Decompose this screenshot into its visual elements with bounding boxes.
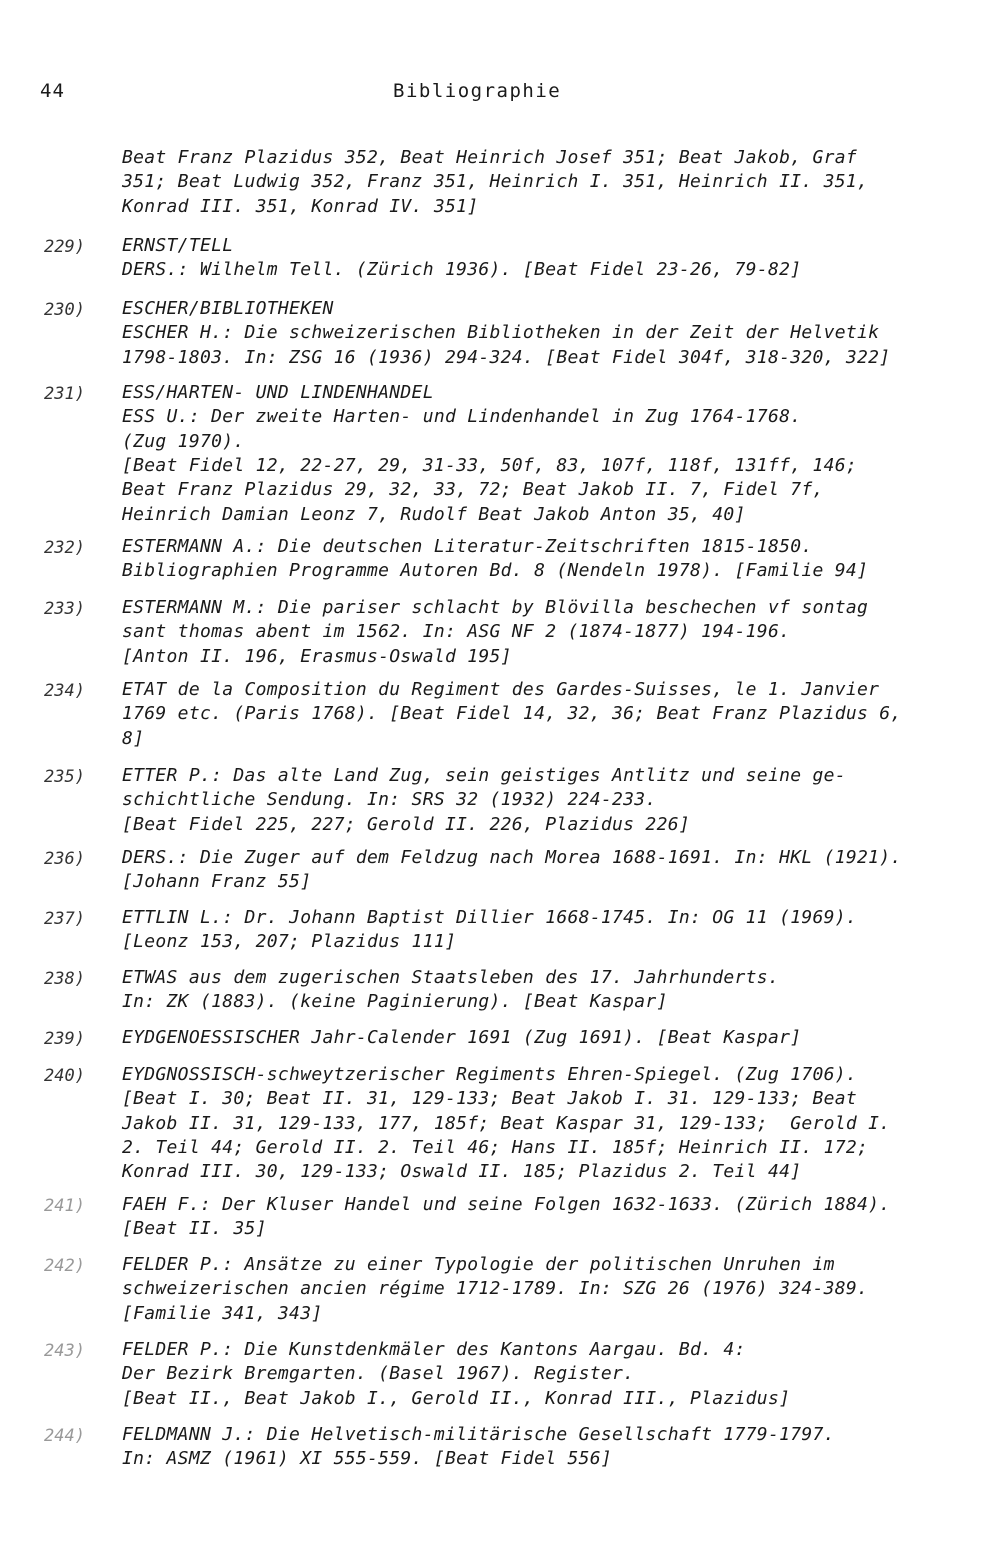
entry-line: [Familie 341, 343] bbox=[122, 1302, 323, 1324]
entry-line: schweizerischen ancien régime 1712-1789. In: SZG 26 (1976) 324-389. bbox=[122, 1278, 869, 1300]
entry-line: [Anton II. 196, Erasmus-Oswald 195] bbox=[122, 645, 512, 667]
entry-line: FAEH F.: Der Kluser Handel und seine Folgen 1632-1633. (Zürich 1884). bbox=[122, 1194, 891, 1215]
entry-number: 243) bbox=[44, 1341, 85, 1361]
entry-line: ESS/HARTEN- UND LINDENHANDEL bbox=[122, 382, 434, 403]
entry-line: ESCHER H.: Die schweizerischen Bibliotheken in der Zeit der Helvetik bbox=[122, 322, 880, 344]
entry-line: [Johann Franz 55] bbox=[122, 871, 312, 893]
entry-line: Bibliographien Programme Autoren Bd. 8 (Nendeln 1978). [Familie 94] bbox=[122, 560, 869, 582]
entry-number: 242) bbox=[44, 1256, 85, 1276]
entry-line: DERS.: Die Zuger auf dem Feldzug nach Morea 1688-1691. In: HKL (1921). bbox=[122, 847, 902, 868]
entry-line: ESCHER/BIBLIOTHEKEN bbox=[122, 298, 334, 319]
entry-number: 240) bbox=[44, 1066, 85, 1086]
entry-line: [Beat II., Beat Jakob I., Gerold II., Konrad III., Plazidus] bbox=[122, 1387, 791, 1409]
entry-line: (Zug 1970). bbox=[122, 430, 245, 452]
entry-number: 235) bbox=[44, 767, 85, 787]
entry-number: 244) bbox=[44, 1426, 85, 1446]
entry-line: 351; Beat Ludwig 352, Franz 351, Heinrich I. 351, Heinrich II. 351, bbox=[122, 171, 869, 193]
entry-number: 236) bbox=[44, 849, 85, 869]
entry-number: 234) bbox=[44, 681, 85, 701]
entry-line: 1769 etc. (Paris 1768). [Beat Fidel 14, 32, 36; Beat Franz Plazidus 6, bbox=[122, 703, 902, 725]
entry-line: schichtliche Sendung. In: SRS 32 (1932) 224-233. bbox=[122, 789, 657, 811]
entry-line: FELDER P.: Ansätze zu einer Typologie der politischen Unruhen im bbox=[122, 1254, 835, 1275]
entry-line: Jakob II. 31, 129-133, 177, 185f; Beat Kaspar 31, 129-133; Gerold I. bbox=[122, 1112, 891, 1134]
entry-line: DERS.: Wilhelm Tell. (Zürich 1936). [Beat Fidel 23-26, 79-82] bbox=[122, 259, 802, 281]
entry-line: Konrad III. 30, 129-133; Oswald II. 185; Plazidus 2. Teil 44] bbox=[122, 1161, 802, 1183]
entry-line: FELDMANN J.: Die Helvetisch-militärische Gesellschaft 1779-1797. bbox=[122, 1424, 835, 1445]
entry-number: 238) bbox=[44, 969, 85, 989]
entry-number: 229) bbox=[44, 237, 85, 257]
entry-number: 231) bbox=[44, 384, 85, 404]
entry-line: ERNST/TELL bbox=[122, 235, 234, 256]
entry-line: sant thomas abent im 1562. In: ASG NF 2 (1874-1877) 194-196. bbox=[122, 621, 791, 643]
entry-number: 233) bbox=[44, 599, 85, 619]
entry-line: 1798-1803. In: ZSG 16 (1936) 294-324. [Beat Fidel 304f, 318-320, 322] bbox=[122, 346, 891, 368]
entry-line: In: ASMZ (1961) XI 555-559. [Beat Fidel 556] bbox=[122, 1448, 613, 1470]
entry-line: [Beat II. 35] bbox=[122, 1218, 267, 1240]
entry-line: [Beat Fidel 12, 22-27, 29, 31-33, 50f, 83, 107f, 118f, 131ff, 146; bbox=[122, 454, 858, 476]
entry-line: ETWAS aus dem zugerischen Staatsleben des 17. Jahrhunderts. bbox=[122, 967, 780, 988]
entry-line: [Leonz 153, 207; Plazidus 111] bbox=[122, 931, 457, 953]
entry-line: Konrad III. 351, Konrad IV. 351] bbox=[122, 195, 479, 217]
entry-line: EYDGENOESSISCHER Jahr-Calender 1691 (Zug 1691). [Beat Kaspar] bbox=[122, 1027, 802, 1048]
entry-line: ESTERMANN M.: Die pariser schlacht by Blövilla beschechen vf sontag bbox=[122, 597, 869, 618]
entry-line: ETTLIN L.: Dr. Johann Baptist Dillier 1668-1745. In: OG 11 (1969). bbox=[122, 907, 858, 928]
entry-line: In: ZK (1883). (keine Paginierung). [Beat Kaspar] bbox=[122, 991, 668, 1013]
entry-number: 241) bbox=[44, 1196, 85, 1216]
entry-line: [Beat Fidel 225, 227; Gerold II. 226, Plazidus 226] bbox=[122, 813, 690, 835]
entry-number: 232) bbox=[44, 538, 85, 558]
entry-line: Der Bezirk Bremgarten. (Basel 1967). Register. bbox=[122, 1363, 635, 1385]
entry-line: ETTER P.: Das alte Land Zug, sein geistiges Antlitz und seine ge- bbox=[122, 765, 846, 786]
entry-line: [Beat I. 30; Beat II. 31, 129-133; Beat Jakob I. 31. 129-133; Beat bbox=[122, 1088, 858, 1110]
entry-number: 237) bbox=[44, 909, 85, 929]
entry-line: EYDGNOSSISCH-schweytzerischer Regiments Ehren-Spiegel. (Zug 1706). bbox=[122, 1064, 858, 1085]
entry-line: ESTERMANN A.: Die deutschen Literatur-Zeitschriften 1815-1850. bbox=[122, 536, 813, 557]
entry-line: ESS U.: Der zweite Harten- und Lindenhandel in Zug 1764-1768. bbox=[122, 406, 802, 428]
page-number: 44 bbox=[40, 80, 65, 102]
entry-line: Beat Franz Plazidus 352, Beat Heinrich Josef 351; Beat Jakob, Graf bbox=[122, 147, 858, 168]
entry-line: Beat Franz Plazidus 29, 32, 33, 72; Beat Jakob II. 7, Fidel 7f, bbox=[122, 479, 824, 501]
entry-line: ETAT de la Composition du Regiment des Gardes-Suisses, le 1. Janvier bbox=[122, 679, 880, 700]
entry-number: 230) bbox=[44, 300, 85, 320]
entry-line: FELDER P.: Die Kunstdenkmäler des Kantons Aargau. Bd. 4: bbox=[122, 1339, 746, 1360]
entry-line: 8] bbox=[122, 727, 145, 749]
entry-line: Heinrich Damian Leonz 7, Rudolf Beat Jakob Anton 35, 40] bbox=[122, 503, 746, 525]
entry-line: 2. Teil 44; Gerold II. 2. Teil 46; Hans II. 185f; Heinrich II. 172; bbox=[122, 1136, 869, 1158]
running-title: Bibliographie bbox=[393, 80, 562, 102]
entry-number: 239) bbox=[44, 1029, 85, 1049]
